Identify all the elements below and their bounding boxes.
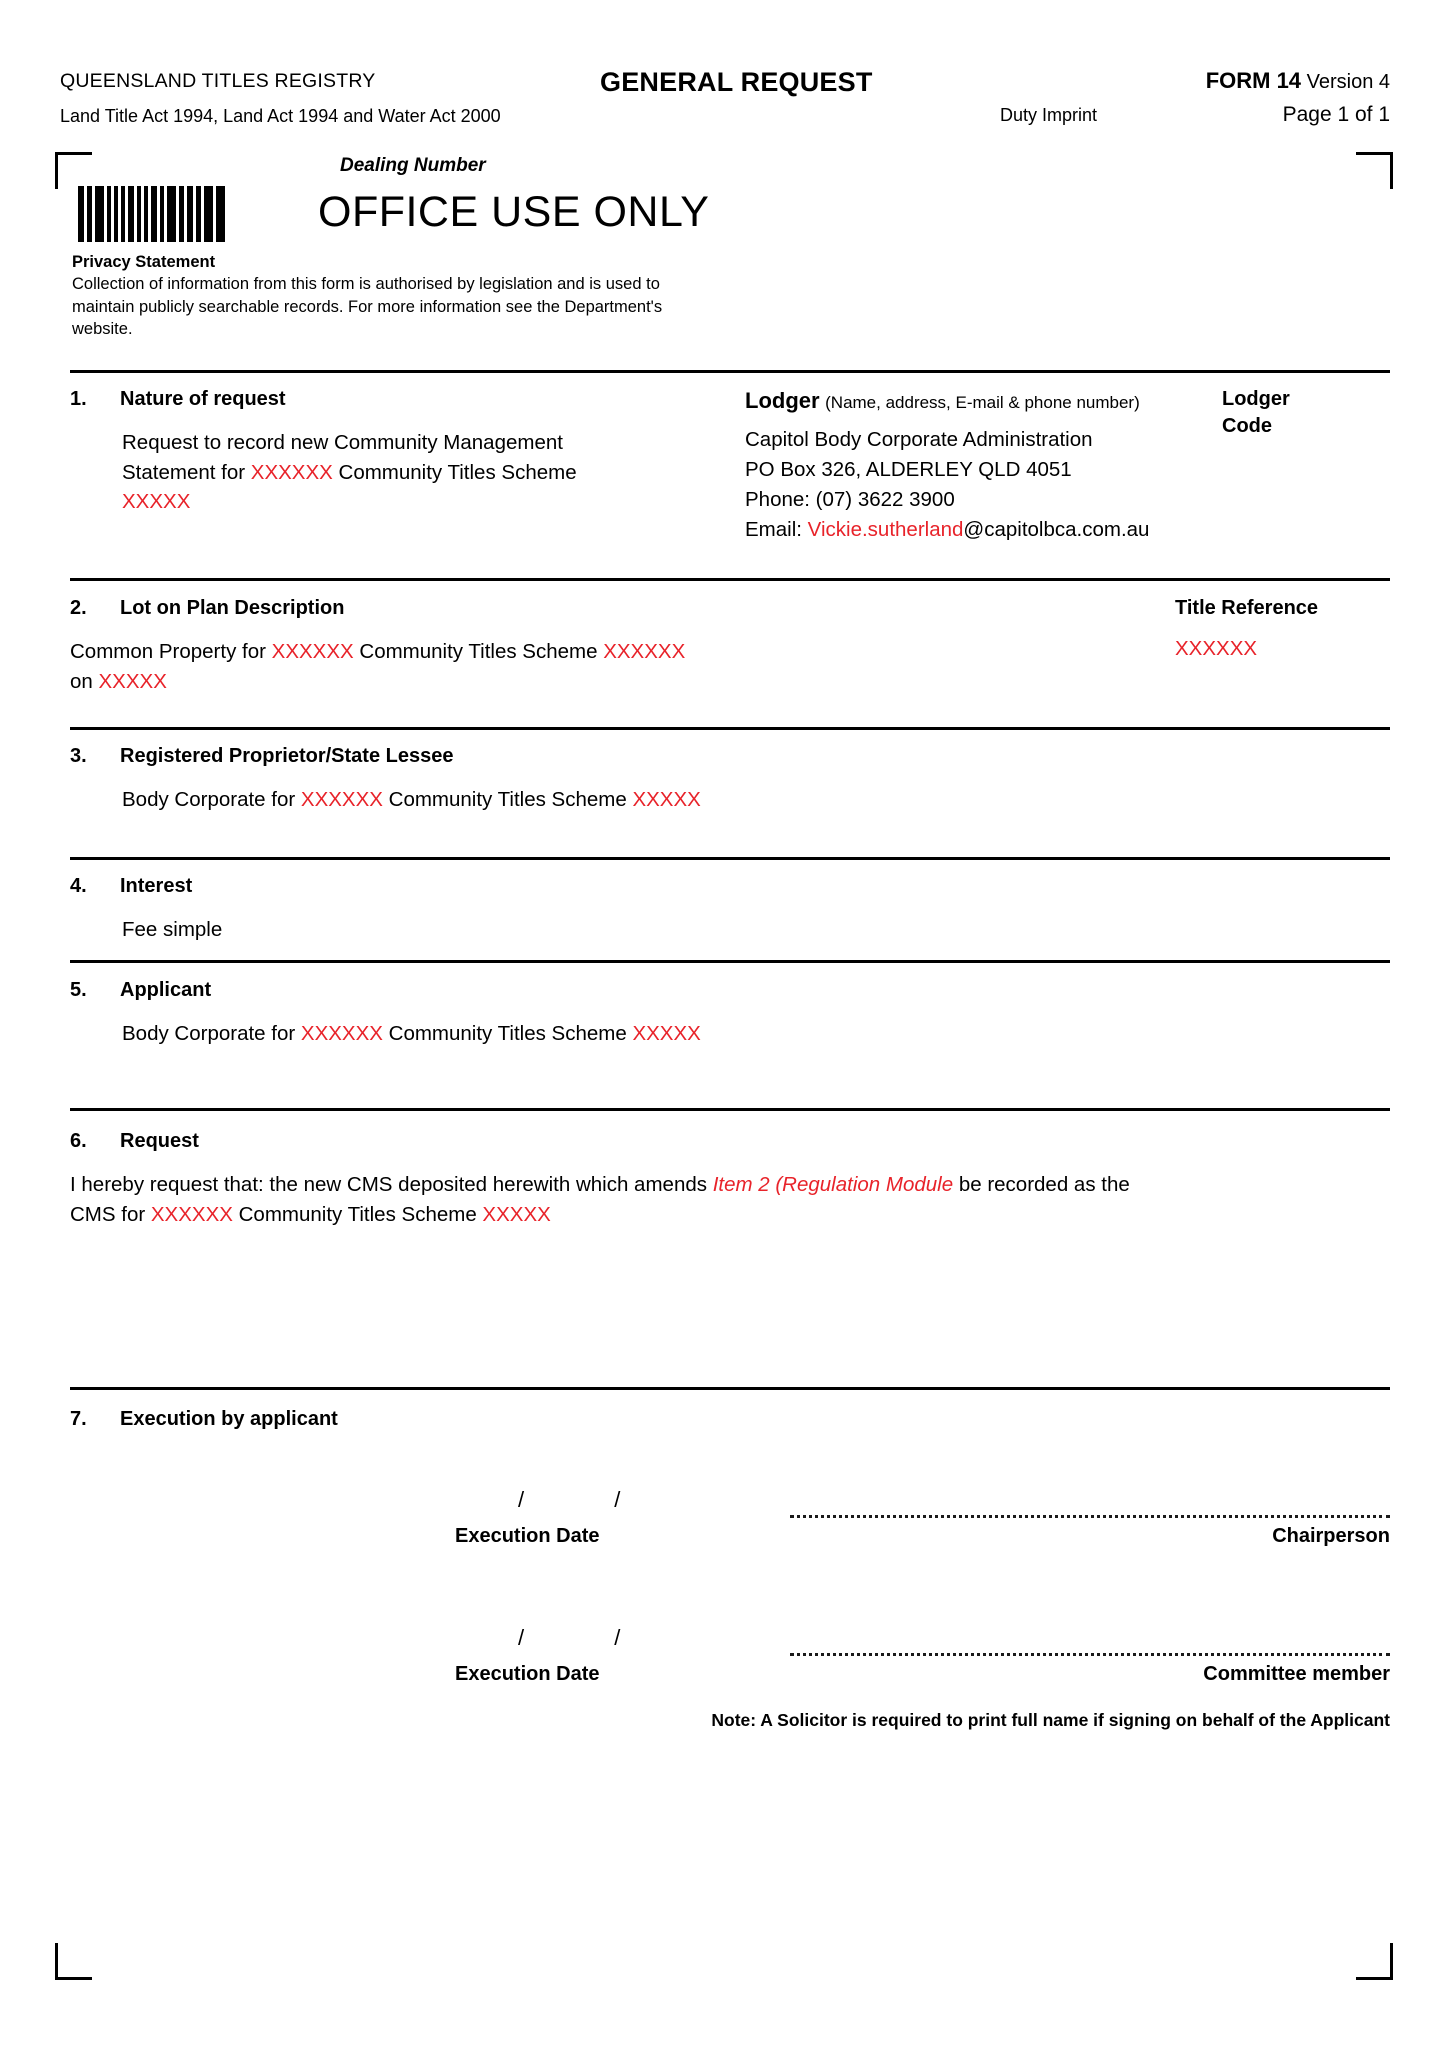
crop-mark-top-right [1356,152,1393,189]
signature-line-committee-member[interactable] [790,1653,1390,1656]
section-3-number: 3. [70,745,87,767]
title-reference-label: Title Reference [1175,597,1319,619]
title-reference-value: XXXXXX [1175,637,1258,660]
privacy-statement [72,251,712,340]
section-4-content: Fee simple [122,918,223,941]
crop-mark-top-left [55,152,92,189]
section-6-content [70,1170,1130,1229]
section-divider-4 [70,857,1390,860]
section-1-title: Nature of request [120,388,286,410]
section-divider-6 [70,1108,1390,1111]
lodger-heading [745,388,1140,414]
request-amended-item: Item 2 (Regulation Module [712,1173,954,1196]
lodger-email-domain: @capitolbca.com.au [963,518,1150,542]
dealing-number-label: Dealing Number [340,155,486,176]
lodger-details [745,425,1149,546]
section-2-content [70,637,685,696]
section-6-title: Request [120,1130,199,1152]
section-7-title: Execution by applicant [120,1408,338,1430]
execution-date-slashes-2[interactable]: / / [518,1625,663,1650]
privacy-statement-title: Privacy Statement [72,253,216,271]
request-line-1: I hereby request that: the new CMS deposited herewith which amends Item 2 (Regulation Module be recorded as the [70,1173,1130,1196]
section-3-title: Registered Proprietor/State Lessee [120,745,454,767]
lodger-phone: Phone: (07) 3622 3900 [745,488,955,512]
signature-role-committee-member: Committee member [1203,1663,1390,1685]
signature-line-chairperson[interactable] [790,1515,1390,1518]
nature-line-1: Request to record new Community Management [122,431,563,454]
nature-line-3: XXXXX [122,490,191,514]
lodger-hint: (Name, address, E-mail & phone number) [825,393,1140,412]
duty-imprint-label: Duty Imprint [1000,105,1098,125]
nature-line-2: Statement for XXXXXX Community Titles Scheme [122,460,577,484]
execution-date-slashes-1[interactable]: / / [518,1487,663,1512]
section-5-title: Applicant [120,979,212,1001]
section-6-number: 6. [70,1130,87,1152]
section-5-number: 5. [70,979,87,1001]
lot-on-plan-line-2: on XXXXX [70,669,167,693]
section-2-number: 2. [70,597,87,619]
solicitor-note: Note: A Solicitor is required to print full name if signing on behalf of the Applicant [711,1710,1390,1730]
section-4-number: 4. [70,875,87,897]
execution-date-label-1: Execution Date [455,1525,600,1547]
lot-on-plan-line-1: Common Property for XXXXXX Community Titles Scheme XXXXXX [70,640,686,663]
crop-mark-bottom-right [1356,1943,1393,1980]
section-1-number: 1. [70,388,87,410]
section-divider-2 [70,578,1390,581]
registry-name: QUEENSLAND TITLES REGISTRY [60,70,376,92]
section-2-title: Lot on Plan Description [120,597,345,619]
section-divider-5 [70,960,1390,963]
lodger-address: PO Box 326, ALDERLEY QLD 4051 [745,458,1072,482]
section-divider-1 [70,370,1390,373]
nature-scheme-placeholder: XXXXXX [250,460,333,484]
privacy-statement-body: Collection of information from this form is authorised by legislation and is used to maintain publicly searchable records. For more information see the Department's website. [72,275,663,338]
form-number: FORM 14 [1205,68,1302,93]
section-divider-7 [70,1387,1390,1390]
section-3-content: Body Corporate for XXXXXX Community Titles Scheme XXXXX [122,788,701,811]
page-indicator: Page 1 of 1 [1282,103,1390,126]
lodger-email: Email: Vickie.sutherland@capitolbca.com.au [745,518,1150,542]
lodger-name: Capitol Body Corporate Administration [745,428,1093,451]
section-5-content: Body Corporate for XXXXXX Community Titles Scheme XXXXX [122,1022,701,1045]
section-7-number: 7. [70,1408,87,1430]
lodger-code-label: Lodger Code [1222,388,1290,437]
governing-acts: Land Title Act 1994, Land Act 1994 and Water Act 2000 [60,106,501,126]
header-left-block [60,70,501,127]
signature-role-chairperson: Chairperson [1272,1525,1390,1547]
crop-mark-bottom-left [55,1943,92,1980]
form-version: Version 4 [1306,71,1390,93]
section-1-content [122,428,722,517]
office-use-only-text: OFFICE USE ONLY [318,188,710,236]
barcode-icon [78,186,225,242]
execution-date-label-2: Execution Date [455,1663,600,1685]
lodger-label: Lodger [745,388,820,413]
section-divider-3 [70,727,1390,730]
document-header [60,67,1390,130]
request-line-2: CMS for XXXXXX Community Titles Scheme XXXXX [70,1202,551,1226]
section-4-title: Interest [120,875,193,897]
form-title: GENERAL REQUEST [600,67,873,97]
form-number-block [1206,68,1390,94]
lodger-email-user: Vickie.sutherland [807,518,964,542]
